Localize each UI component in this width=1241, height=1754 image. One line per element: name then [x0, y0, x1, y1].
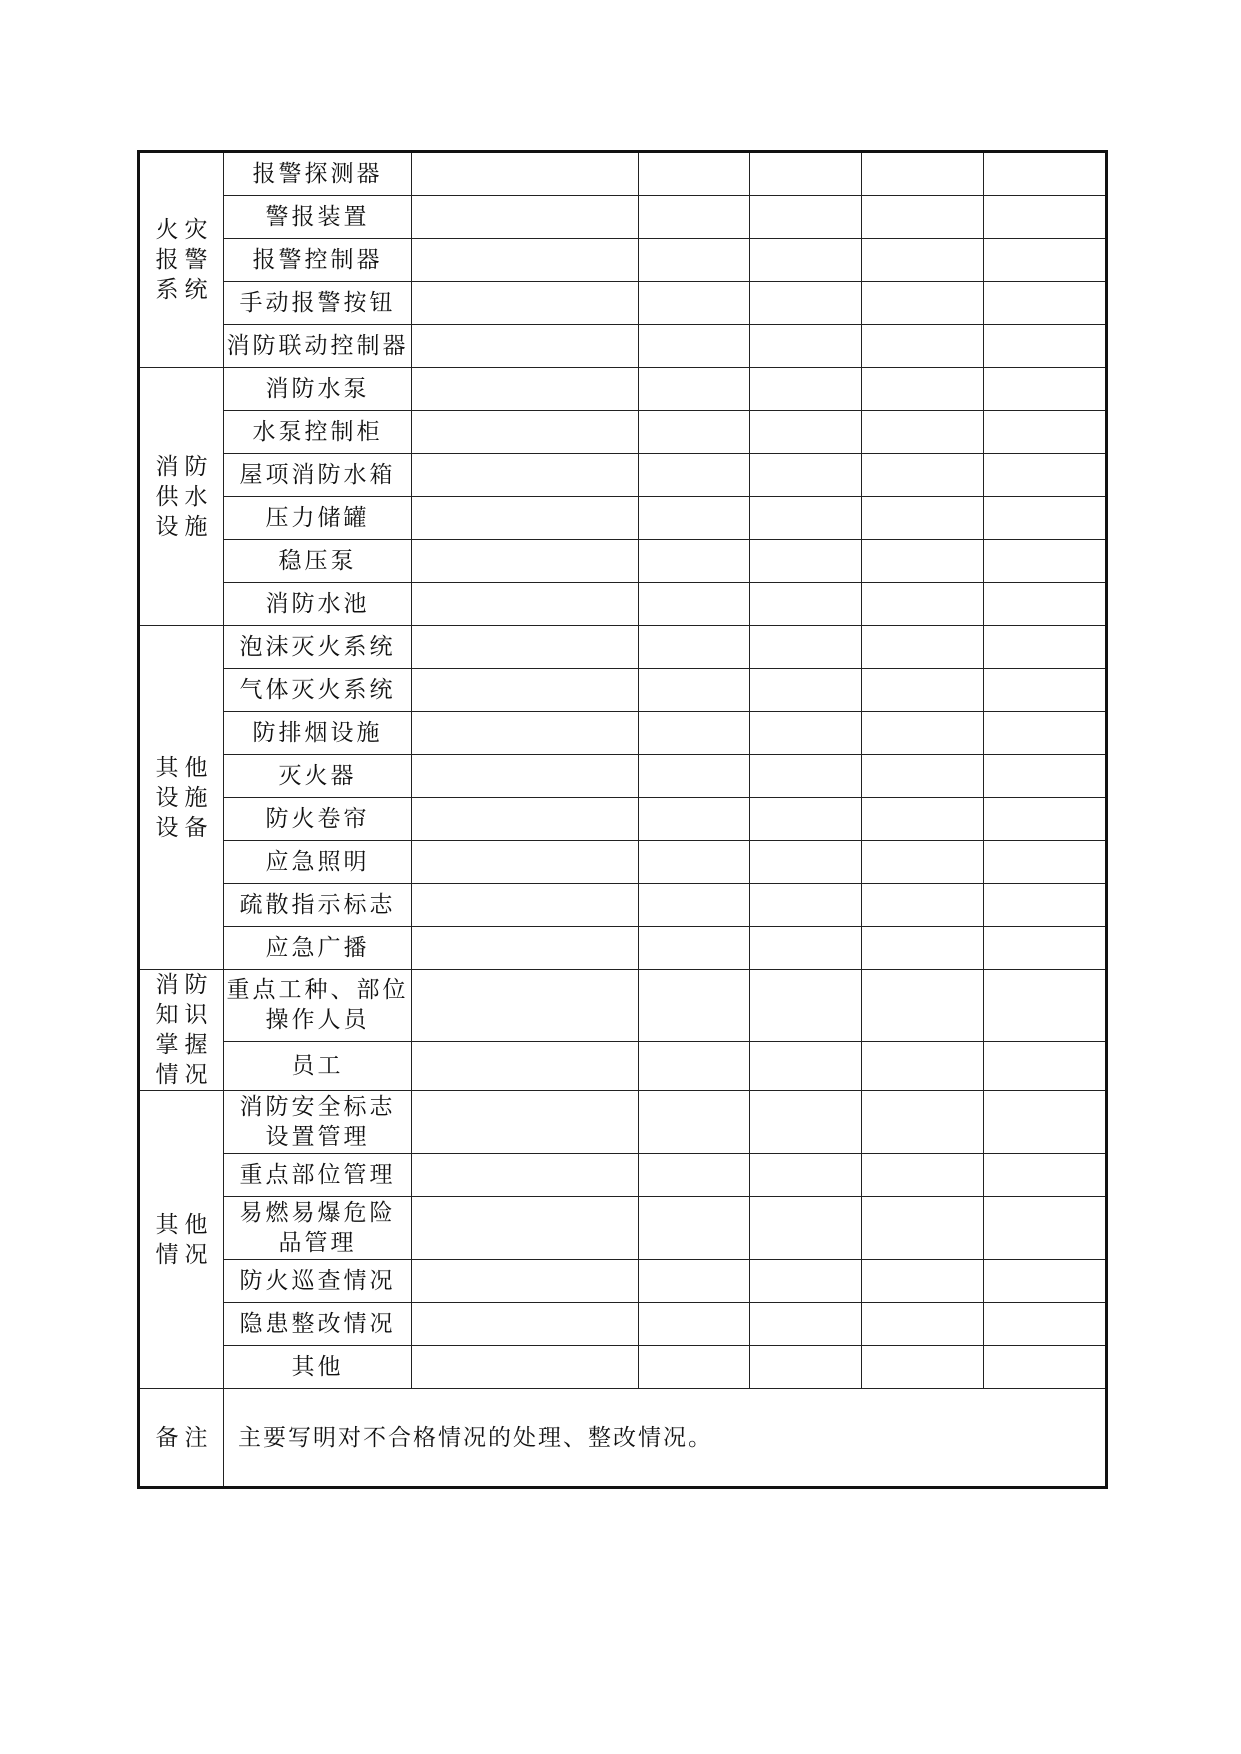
entry-cell[interactable] [639, 798, 750, 841]
entry-cell[interactable] [750, 1041, 862, 1090]
entry-cell[interactable] [639, 239, 750, 282]
entry-cell[interactable] [750, 927, 862, 970]
entry-cell[interactable] [984, 325, 1107, 368]
entry-cell[interactable] [412, 540, 639, 583]
entry-cell[interactable] [750, 1154, 862, 1197]
entry-cell[interactable] [862, 884, 984, 927]
entry-cell[interactable] [984, 884, 1107, 927]
entry-cell[interactable] [984, 368, 1107, 411]
item-label: 水泵控制柜 [224, 411, 412, 454]
entry-cell[interactable] [750, 152, 862, 196]
entry-cell[interactable] [862, 540, 984, 583]
entry-cell[interactable] [412, 798, 639, 841]
entry-cell[interactable] [862, 282, 984, 325]
item-label: 重点工种、部位 操作人员 [224, 970, 412, 1042]
item-label: 消防水泵 [224, 368, 412, 411]
category-cell: 其他 设施 设备 [139, 626, 224, 970]
item-label: 其他 [224, 1346, 412, 1389]
entry-cell[interactable] [984, 152, 1107, 196]
entry-cell[interactable] [412, 1041, 639, 1090]
table-row [139, 669, 1107, 712]
entry-cell[interactable] [639, 970, 750, 1042]
entry-cell[interactable] [639, 1303, 750, 1346]
entry-cell[interactable] [750, 884, 862, 927]
entry-cell[interactable] [984, 282, 1107, 325]
entry-cell[interactable] [750, 282, 862, 325]
entry-cell[interactable] [984, 1041, 1107, 1090]
category-cell: 其他 情况 [139, 1091, 224, 1389]
entry-cell[interactable] [639, 1197, 750, 1260]
entry-cell[interactable] [862, 669, 984, 712]
table-row [139, 884, 1107, 927]
entry-cell[interactable] [639, 282, 750, 325]
table-row [139, 755, 1107, 798]
table-row [139, 196, 1107, 239]
entry-cell[interactable] [750, 368, 862, 411]
entry-cell[interactable] [639, 841, 750, 884]
entry-cell[interactable] [862, 1346, 984, 1389]
entry-cell[interactable] [750, 1197, 862, 1260]
entry-cell[interactable] [639, 454, 750, 497]
entry-cell[interactable] [750, 669, 862, 712]
remarks-row [139, 1389, 1107, 1488]
table-row [139, 626, 1107, 669]
entry-cell[interactable] [862, 497, 984, 540]
item-label: 报警探测器 [224, 152, 412, 196]
entry-cell[interactable] [412, 583, 639, 626]
entry-cell[interactable] [862, 1154, 984, 1197]
entry-cell[interactable] [639, 927, 750, 970]
entry-cell[interactable] [639, 712, 750, 755]
entry-cell[interactable] [984, 1197, 1107, 1260]
entry-cell[interactable] [412, 712, 639, 755]
table-row [139, 1154, 1107, 1197]
table-row [139, 497, 1107, 540]
entry-cell[interactable] [984, 712, 1107, 755]
entry-cell[interactable] [750, 411, 862, 454]
entry-cell[interactable] [984, 755, 1107, 798]
table-row [139, 798, 1107, 841]
remarks-text: 主要写明对不合格情况的处理、整改情况。 [224, 1389, 1107, 1488]
item-label: 应急广播 [224, 927, 412, 970]
item-label: 消防安全标志 设置管理 [224, 1091, 412, 1154]
item-label: 灭火器 [224, 755, 412, 798]
entry-cell[interactable] [639, 626, 750, 669]
item-label: 应急照明 [224, 841, 412, 884]
entry-cell[interactable] [984, 454, 1107, 497]
entry-cell[interactable] [750, 583, 862, 626]
entry-cell[interactable] [750, 1303, 862, 1346]
entry-cell[interactable] [984, 626, 1107, 669]
entry-cell[interactable] [862, 454, 984, 497]
entry-cell[interactable] [750, 454, 862, 497]
entry-cell[interactable] [750, 841, 862, 884]
entry-cell[interactable] [750, 712, 862, 755]
entry-cell[interactable] [412, 1260, 639, 1303]
entry-cell[interactable] [639, 1154, 750, 1197]
entry-cell[interactable] [412, 454, 639, 497]
item-label: 消防水池 [224, 583, 412, 626]
entry-cell[interactable] [412, 196, 639, 239]
table-row [139, 1197, 1107, 1260]
entry-cell[interactable] [639, 755, 750, 798]
item-label: 隐患整改情况 [224, 1303, 412, 1346]
item-label: 警报装置 [224, 196, 412, 239]
table-row [139, 454, 1107, 497]
entry-cell[interactable] [639, 411, 750, 454]
entry-cell[interactable] [639, 583, 750, 626]
entry-cell[interactable] [750, 325, 862, 368]
entry-cell[interactable] [862, 1260, 984, 1303]
table-row [139, 1303, 1107, 1346]
item-label: 防排烟设施 [224, 712, 412, 755]
entry-cell[interactable] [862, 239, 984, 282]
entry-cell[interactable] [412, 411, 639, 454]
entry-cell[interactable] [862, 1041, 984, 1090]
table-row [139, 368, 1107, 411]
item-label: 防火巡查情况 [224, 1260, 412, 1303]
table-row [139, 1041, 1107, 1090]
entry-cell[interactable] [862, 368, 984, 411]
table-row [139, 325, 1107, 368]
entry-cell[interactable] [984, 1303, 1107, 1346]
entry-cell[interactable] [862, 152, 984, 196]
entry-cell[interactable] [639, 368, 750, 411]
entry-cell[interactable] [412, 841, 639, 884]
entry-cell[interactable] [750, 755, 862, 798]
entry-cell[interactable] [750, 970, 862, 1042]
entry-cell[interactable] [984, 1091, 1107, 1154]
entry-cell[interactable] [862, 196, 984, 239]
entry-cell[interactable] [639, 884, 750, 927]
entry-cell[interactable] [984, 1154, 1107, 1197]
entry-cell[interactable] [639, 669, 750, 712]
entry-cell[interactable] [750, 540, 862, 583]
entry-cell[interactable] [862, 927, 984, 970]
entry-cell[interactable] [984, 669, 1107, 712]
remarks-label: 备注 [139, 1389, 224, 1488]
entry-cell[interactable] [984, 497, 1107, 540]
entry-cell[interactable] [639, 1041, 750, 1090]
entry-cell[interactable] [862, 970, 984, 1042]
entry-cell[interactable] [412, 1154, 639, 1197]
entry-cell[interactable] [750, 239, 862, 282]
entry-cell[interactable] [412, 1346, 639, 1389]
entry-cell[interactable] [862, 1197, 984, 1260]
entry-cell[interactable] [984, 1260, 1107, 1303]
entry-cell[interactable] [750, 1346, 862, 1389]
item-label: 消防联动控制器 [224, 325, 412, 368]
item-label: 压力储罐 [224, 497, 412, 540]
entry-cell[interactable] [862, 712, 984, 755]
entry-cell[interactable] [412, 1303, 639, 1346]
entry-cell[interactable] [750, 626, 862, 669]
entry-cell[interactable] [862, 841, 984, 884]
entry-cell[interactable] [750, 196, 862, 239]
entry-cell[interactable] [412, 1091, 639, 1154]
item-label: 手动报警按钮 [224, 282, 412, 325]
table-body [139, 152, 1107, 1389]
entry-cell[interactable] [862, 411, 984, 454]
entry-cell[interactable] [412, 626, 639, 669]
entry-cell[interactable] [639, 1091, 750, 1154]
item-label: 员工 [224, 1041, 412, 1090]
table-row [139, 1260, 1107, 1303]
entry-cell[interactable] [412, 325, 639, 368]
entry-cell[interactable] [412, 927, 639, 970]
entry-cell[interactable] [412, 152, 639, 196]
entry-cell[interactable] [412, 755, 639, 798]
table-row [139, 583, 1107, 626]
table-row [139, 540, 1107, 583]
category-cell: 消防 供水 设施 [139, 368, 224, 626]
item-label: 易燃易爆危险 品管理 [224, 1197, 412, 1260]
table-row [139, 282, 1107, 325]
item-label: 报警控制器 [224, 239, 412, 282]
entry-cell[interactable] [984, 583, 1107, 626]
entry-cell[interactable] [750, 1260, 862, 1303]
entry-cell[interactable] [984, 540, 1107, 583]
table-row [139, 970, 1107, 1042]
entry-cell[interactable] [984, 196, 1107, 239]
entry-cell[interactable] [862, 325, 984, 368]
table-row [139, 712, 1107, 755]
entry-cell[interactable] [412, 282, 639, 325]
table-row [139, 411, 1107, 454]
entry-cell[interactable] [412, 669, 639, 712]
entry-cell[interactable] [639, 497, 750, 540]
entry-cell[interactable] [862, 626, 984, 669]
entry-cell[interactable] [750, 1091, 862, 1154]
entry-cell[interactable] [412, 368, 639, 411]
entry-cell[interactable] [639, 325, 750, 368]
entry-cell[interactable] [412, 497, 639, 540]
table-row [139, 927, 1107, 970]
entry-cell[interactable] [984, 841, 1107, 884]
category-cell: 火灾 报警 系统 [139, 152, 224, 368]
item-label: 防火卷帘 [224, 798, 412, 841]
entry-cell[interactable] [750, 497, 862, 540]
entry-cell[interactable] [984, 411, 1107, 454]
table-row [139, 1091, 1107, 1154]
entry-cell[interactable] [639, 152, 750, 196]
table-row [139, 1346, 1107, 1389]
entry-cell[interactable] [862, 1303, 984, 1346]
table-row [139, 152, 1107, 196]
item-label: 稳压泵 [224, 540, 412, 583]
entry-cell[interactable] [639, 1346, 750, 1389]
inspection-table [137, 150, 1108, 1489]
item-label: 屋项消防水箱 [224, 454, 412, 497]
entry-cell[interactable] [412, 1197, 639, 1260]
entry-cell[interactable] [639, 1260, 750, 1303]
entry-cell[interactable] [862, 798, 984, 841]
entry-cell[interactable] [639, 196, 750, 239]
item-label: 泡沫灭火系统 [224, 626, 412, 669]
entry-cell[interactable] [639, 540, 750, 583]
item-label: 气体灭火系统 [224, 669, 412, 712]
entry-cell[interactable] [750, 798, 862, 841]
entry-cell[interactable] [984, 798, 1107, 841]
table-row [139, 841, 1107, 884]
entry-cell[interactable] [984, 927, 1107, 970]
entry-cell[interactable] [984, 239, 1107, 282]
item-label: 重点部位管理 [224, 1154, 412, 1197]
entry-cell[interactable] [984, 1346, 1107, 1389]
table-row [139, 239, 1107, 282]
entry-cell[interactable] [862, 583, 984, 626]
entry-cell[interactable] [984, 970, 1107, 1042]
entry-cell[interactable] [412, 884, 639, 927]
entry-cell[interactable] [412, 970, 639, 1042]
entry-cell[interactable] [862, 1091, 984, 1154]
category-cell: 消防 知识 掌握 情况 [139, 970, 224, 1091]
entry-cell[interactable] [862, 755, 984, 798]
item-label: 疏散指示标志 [224, 884, 412, 927]
entry-cell[interactable] [412, 239, 639, 282]
